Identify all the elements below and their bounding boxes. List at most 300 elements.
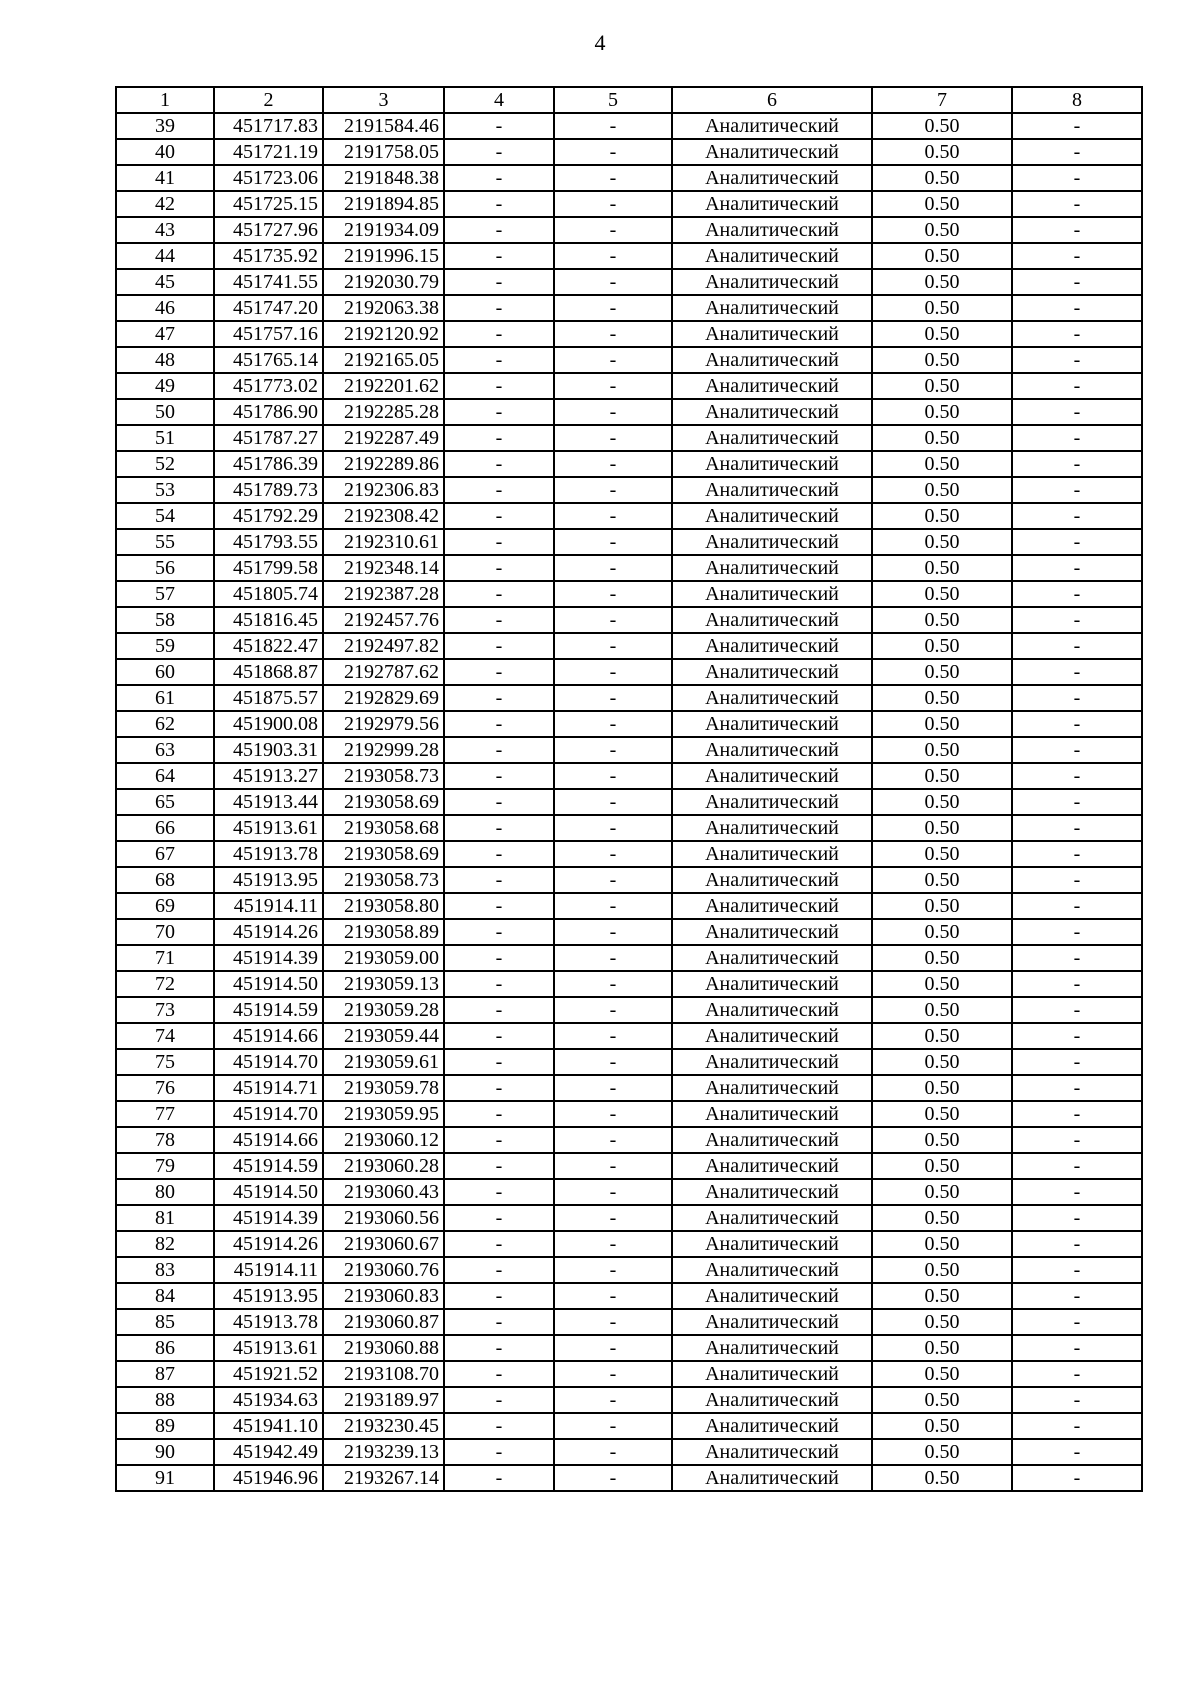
x-coordinate-cell: 451903.31 [214, 737, 323, 763]
x-coordinate-cell: 451914.26 [214, 919, 323, 945]
column-4-cell: - [444, 191, 554, 217]
column-5-cell: - [554, 1387, 672, 1413]
accuracy-cell: 0.50 [872, 659, 1012, 685]
column-5-cell: - [554, 1309, 672, 1335]
table-row [116, 1309, 1142, 1335]
column-4-cell: - [444, 893, 554, 919]
column-4-cell: - [444, 295, 554, 321]
method-cell: Аналитический [672, 1075, 872, 1101]
column-4-cell: - [444, 971, 554, 997]
column-5-cell: - [554, 971, 672, 997]
point-number-cell: 57 [116, 581, 214, 607]
column-5-cell: - [554, 399, 672, 425]
accuracy-cell: 0.50 [872, 191, 1012, 217]
point-number-cell: 59 [116, 633, 214, 659]
column-8-cell: - [1012, 1257, 1142, 1283]
column-5-cell: - [554, 737, 672, 763]
table-row [116, 269, 1142, 295]
point-number-cell: 78 [116, 1127, 214, 1153]
column-4-cell: - [444, 529, 554, 555]
point-number-cell: 54 [116, 503, 214, 529]
accuracy-cell: 0.50 [872, 503, 1012, 529]
accuracy-cell: 0.50 [872, 893, 1012, 919]
method-cell: Аналитический [672, 581, 872, 607]
point-number-cell: 76 [116, 1075, 214, 1101]
y-coordinate-cell: 2193059.78 [323, 1075, 444, 1101]
point-number-cell: 70 [116, 919, 214, 945]
point-number-cell: 65 [116, 789, 214, 815]
table-row [116, 1075, 1142, 1101]
column-4-cell: - [444, 1387, 554, 1413]
y-coordinate-cell: 2193058.68 [323, 815, 444, 841]
point-number-cell: 42 [116, 191, 214, 217]
column-4-cell: - [444, 1179, 554, 1205]
point-number-cell: 90 [116, 1439, 214, 1465]
column-5-cell: - [554, 1257, 672, 1283]
column-4-cell: - [444, 113, 554, 139]
accuracy-cell: 0.50 [872, 425, 1012, 451]
column-4-cell: - [444, 503, 554, 529]
column-8-cell: - [1012, 425, 1142, 451]
column-4-cell: - [444, 659, 554, 685]
column-5-cell: - [554, 997, 672, 1023]
x-coordinate-cell: 451914.50 [214, 1179, 323, 1205]
table-row [116, 217, 1142, 243]
table-row [116, 841, 1142, 867]
column-5-cell: - [554, 1361, 672, 1387]
column-4-cell: - [444, 815, 554, 841]
column-5-cell: - [554, 789, 672, 815]
point-number-cell: 55 [116, 529, 214, 555]
column-8-cell: - [1012, 451, 1142, 477]
column-4-cell: - [444, 1153, 554, 1179]
y-coordinate-cell: 2193108.70 [323, 1361, 444, 1387]
table-row [116, 295, 1142, 321]
method-cell: Аналитический [672, 919, 872, 945]
column-5-cell: - [554, 243, 672, 269]
x-coordinate-cell: 451913.61 [214, 1335, 323, 1361]
column-8-cell: - [1012, 1361, 1142, 1387]
column-4-cell: - [444, 1231, 554, 1257]
column-8-cell: - [1012, 1075, 1142, 1101]
column-5-cell: - [554, 1335, 672, 1361]
column-8-cell: - [1012, 633, 1142, 659]
column-8-cell: - [1012, 1179, 1142, 1205]
accuracy-cell: 0.50 [872, 581, 1012, 607]
column-8-cell: - [1012, 1049, 1142, 1075]
column-5-cell: - [554, 1413, 672, 1439]
accuracy-cell: 0.50 [872, 815, 1012, 841]
method-cell: Аналитический [672, 1309, 872, 1335]
table-row [116, 399, 1142, 425]
table-row [116, 451, 1142, 477]
x-coordinate-cell: 451914.26 [214, 1231, 323, 1257]
method-cell: Аналитический [672, 607, 872, 633]
method-cell: Аналитический [672, 503, 872, 529]
accuracy-cell: 0.50 [872, 919, 1012, 945]
y-coordinate-cell: 2193239.13 [323, 1439, 444, 1465]
y-coordinate-cell: 2192457.76 [323, 607, 444, 633]
column-5-cell: - [554, 451, 672, 477]
table-row [116, 191, 1142, 217]
point-number-cell: 67 [116, 841, 214, 867]
point-number-cell: 44 [116, 243, 214, 269]
column-8-cell: - [1012, 503, 1142, 529]
y-coordinate-cell: 2193059.95 [323, 1101, 444, 1127]
y-coordinate-cell: 2191848.38 [323, 165, 444, 191]
accuracy-cell: 0.50 [872, 1257, 1012, 1283]
point-number-cell: 84 [116, 1283, 214, 1309]
y-coordinate-cell: 2193058.89 [323, 919, 444, 945]
table-header-row [116, 87, 1142, 113]
point-number-cell: 43 [116, 217, 214, 243]
x-coordinate-cell: 451913.95 [214, 867, 323, 893]
accuracy-cell: 0.50 [872, 1023, 1012, 1049]
column-8-cell: - [1012, 113, 1142, 139]
y-coordinate-cell: 2192306.83 [323, 477, 444, 503]
table-row [116, 789, 1142, 815]
column-8-cell: - [1012, 1387, 1142, 1413]
column-4-cell: - [444, 1439, 554, 1465]
method-cell: Аналитический [672, 971, 872, 997]
x-coordinate-cell: 451914.66 [214, 1127, 323, 1153]
column-4-cell: - [444, 737, 554, 763]
column-8-cell: - [1012, 789, 1142, 815]
column-4-cell: - [444, 763, 554, 789]
column-5-cell: - [554, 1179, 672, 1205]
x-coordinate-cell: 451723.06 [214, 165, 323, 191]
column-4-cell: - [444, 1023, 554, 1049]
accuracy-cell: 0.50 [872, 607, 1012, 633]
column-5-cell: - [554, 633, 672, 659]
column-4-cell: - [444, 1049, 554, 1075]
column-header-6: 6 [672, 87, 872, 113]
column-8-cell: - [1012, 555, 1142, 581]
column-8-cell: - [1012, 815, 1142, 841]
accuracy-cell: 0.50 [872, 1439, 1012, 1465]
column-8-cell: - [1012, 1283, 1142, 1309]
y-coordinate-cell: 2192289.86 [323, 451, 444, 477]
column-4-cell: - [444, 399, 554, 425]
method-cell: Аналитический [672, 1023, 872, 1049]
x-coordinate-cell: 451900.08 [214, 711, 323, 737]
column-4-cell: - [444, 685, 554, 711]
point-number-cell: 87 [116, 1361, 214, 1387]
column-8-cell: - [1012, 1439, 1142, 1465]
column-4-cell: - [444, 217, 554, 243]
x-coordinate-cell: 451921.52 [214, 1361, 323, 1387]
column-4-cell: - [444, 243, 554, 269]
x-coordinate-cell: 451786.90 [214, 399, 323, 425]
point-number-cell: 89 [116, 1413, 214, 1439]
point-number-cell: 73 [116, 997, 214, 1023]
table-row [116, 1231, 1142, 1257]
x-coordinate-cell: 451914.39 [214, 945, 323, 971]
column-4-cell: - [444, 945, 554, 971]
column-5-cell: - [554, 529, 672, 555]
point-number-cell: 45 [116, 269, 214, 295]
accuracy-cell: 0.50 [872, 1049, 1012, 1075]
point-number-cell: 39 [116, 113, 214, 139]
column-8-cell: - [1012, 399, 1142, 425]
method-cell: Аналитический [672, 1179, 872, 1205]
table-row [116, 1413, 1142, 1439]
column-5-cell: - [554, 1439, 672, 1465]
column-5-cell: - [554, 945, 672, 971]
point-number-cell: 74 [116, 1023, 214, 1049]
column-8-cell: - [1012, 1101, 1142, 1127]
column-4-cell: - [444, 555, 554, 581]
method-cell: Аналитический [672, 529, 872, 555]
accuracy-cell: 0.50 [872, 711, 1012, 737]
column-5-cell: - [554, 685, 672, 711]
column-4-cell: - [444, 867, 554, 893]
table-row [116, 1127, 1142, 1153]
accuracy-cell: 0.50 [872, 1413, 1012, 1439]
column-4-cell: - [444, 269, 554, 295]
y-coordinate-cell: 2193060.87 [323, 1309, 444, 1335]
table-row [116, 867, 1142, 893]
y-coordinate-cell: 2192348.14 [323, 555, 444, 581]
x-coordinate-cell: 451914.59 [214, 997, 323, 1023]
point-number-cell: 40 [116, 139, 214, 165]
column-4-cell: - [444, 633, 554, 659]
column-8-cell: - [1012, 581, 1142, 607]
method-cell: Аналитический [672, 997, 872, 1023]
y-coordinate-cell: 2192165.05 [323, 347, 444, 373]
table-row [116, 165, 1142, 191]
x-coordinate-cell: 451913.95 [214, 1283, 323, 1309]
point-number-cell: 53 [116, 477, 214, 503]
column-8-cell: - [1012, 321, 1142, 347]
column-8-cell: - [1012, 1127, 1142, 1153]
x-coordinate-cell: 451914.70 [214, 1049, 323, 1075]
x-coordinate-cell: 451941.10 [214, 1413, 323, 1439]
table-row [116, 607, 1142, 633]
x-coordinate-cell: 451735.92 [214, 243, 323, 269]
column-8-cell: - [1012, 737, 1142, 763]
table-row [116, 1153, 1142, 1179]
y-coordinate-cell: 2192787.62 [323, 659, 444, 685]
column-5-cell: - [554, 555, 672, 581]
column-4-cell: - [444, 581, 554, 607]
column-8-cell: - [1012, 607, 1142, 633]
column-5-cell: - [554, 1231, 672, 1257]
method-cell: Аналитический [672, 763, 872, 789]
column-8-cell: - [1012, 893, 1142, 919]
column-8-cell: - [1012, 841, 1142, 867]
x-coordinate-cell: 451822.47 [214, 633, 323, 659]
x-coordinate-cell: 451914.59 [214, 1153, 323, 1179]
column-8-cell: - [1012, 1023, 1142, 1049]
accuracy-cell: 0.50 [872, 165, 1012, 191]
method-cell: Аналитический [672, 1205, 872, 1231]
column-header-2: 2 [214, 87, 323, 113]
method-cell: Аналитический [672, 1127, 872, 1153]
accuracy-cell: 0.50 [872, 971, 1012, 997]
column-8-cell: - [1012, 243, 1142, 269]
x-coordinate-cell: 451914.71 [214, 1075, 323, 1101]
column-8-cell: - [1012, 1153, 1142, 1179]
column-4-cell: - [444, 1283, 554, 1309]
x-coordinate-cell: 451946.96 [214, 1465, 323, 1491]
column-4-cell: - [444, 997, 554, 1023]
accuracy-cell: 0.50 [872, 1153, 1012, 1179]
x-coordinate-cell: 451914.11 [214, 1257, 323, 1283]
method-cell: Аналитический [672, 867, 872, 893]
method-cell: Аналитический [672, 1439, 872, 1465]
method-cell: Аналитический [672, 1387, 872, 1413]
column-5-cell: - [554, 191, 672, 217]
table-row [116, 1205, 1142, 1231]
method-cell: Аналитический [672, 685, 872, 711]
point-number-cell: 46 [116, 295, 214, 321]
table-row [116, 659, 1142, 685]
method-cell: Аналитический [672, 1413, 872, 1439]
accuracy-cell: 0.50 [872, 529, 1012, 555]
y-coordinate-cell: 2193059.61 [323, 1049, 444, 1075]
point-number-cell: 85 [116, 1309, 214, 1335]
column-8-cell: - [1012, 867, 1142, 893]
column-5-cell: - [554, 321, 672, 347]
table-body [116, 87, 1142, 1491]
accuracy-cell: 0.50 [872, 1101, 1012, 1127]
column-8-cell: - [1012, 529, 1142, 555]
accuracy-cell: 0.50 [872, 399, 1012, 425]
y-coordinate-cell: 2192387.28 [323, 581, 444, 607]
column-5-cell: - [554, 113, 672, 139]
method-cell: Аналитический [672, 191, 872, 217]
column-header-5: 5 [554, 87, 672, 113]
column-8-cell: - [1012, 659, 1142, 685]
table-row [116, 1101, 1142, 1127]
point-number-cell: 60 [116, 659, 214, 685]
table-row [116, 1257, 1142, 1283]
column-5-cell: - [554, 425, 672, 451]
accuracy-cell: 0.50 [872, 477, 1012, 503]
y-coordinate-cell: 2192063.38 [323, 295, 444, 321]
column-4-cell: - [444, 1465, 554, 1491]
accuracy-cell: 0.50 [872, 1335, 1012, 1361]
accuracy-cell: 0.50 [872, 113, 1012, 139]
accuracy-cell: 0.50 [872, 139, 1012, 165]
column-5-cell: - [554, 373, 672, 399]
column-5-cell: - [554, 1127, 672, 1153]
point-number-cell: 64 [116, 763, 214, 789]
y-coordinate-cell: 2192120.92 [323, 321, 444, 347]
point-number-cell: 61 [116, 685, 214, 711]
column-5-cell: - [554, 347, 672, 373]
point-number-cell: 81 [116, 1205, 214, 1231]
table-row [116, 945, 1142, 971]
table-row [116, 113, 1142, 139]
accuracy-cell: 0.50 [872, 347, 1012, 373]
method-cell: Аналитический [672, 711, 872, 737]
column-header-1: 1 [116, 87, 214, 113]
method-cell: Аналитический [672, 1361, 872, 1387]
method-cell: Аналитический [672, 217, 872, 243]
column-4-cell: - [444, 1101, 554, 1127]
y-coordinate-cell: 2193230.45 [323, 1413, 444, 1439]
table-row [116, 1465, 1142, 1491]
accuracy-cell: 0.50 [872, 373, 1012, 399]
accuracy-cell: 0.50 [872, 1075, 1012, 1101]
column-8-cell: - [1012, 191, 1142, 217]
column-8-cell: - [1012, 1335, 1142, 1361]
page-number: 4 [594, 30, 606, 55]
accuracy-cell: 0.50 [872, 633, 1012, 659]
method-cell: Аналитический [672, 945, 872, 971]
method-cell: Аналитический [672, 1101, 872, 1127]
point-number-cell: 49 [116, 373, 214, 399]
method-cell: Аналитический [672, 295, 872, 321]
column-4-cell: - [444, 347, 554, 373]
accuracy-cell: 0.50 [872, 269, 1012, 295]
y-coordinate-cell: 2191996.15 [323, 243, 444, 269]
column-5-cell: - [554, 711, 672, 737]
point-number-cell: 50 [116, 399, 214, 425]
table-row [116, 503, 1142, 529]
column-4-cell: - [444, 1335, 554, 1361]
method-cell: Аналитический [672, 1335, 872, 1361]
y-coordinate-cell: 2192497.82 [323, 633, 444, 659]
y-coordinate-cell: 2192030.79 [323, 269, 444, 295]
point-number-cell: 47 [116, 321, 214, 347]
column-8-cell: - [1012, 685, 1142, 711]
x-coordinate-cell: 451875.57 [214, 685, 323, 711]
y-coordinate-cell: 2193059.13 [323, 971, 444, 997]
method-cell: Аналитический [672, 451, 872, 477]
point-number-cell: 82 [116, 1231, 214, 1257]
x-coordinate-cell: 451787.27 [214, 425, 323, 451]
method-cell: Аналитический [672, 243, 872, 269]
column-5-cell: - [554, 1023, 672, 1049]
x-coordinate-cell: 451934.63 [214, 1387, 323, 1413]
method-cell: Аналитический [672, 893, 872, 919]
point-number-cell: 91 [116, 1465, 214, 1491]
point-number-cell: 66 [116, 815, 214, 841]
x-coordinate-cell: 451757.16 [214, 321, 323, 347]
column-4-cell: - [444, 1413, 554, 1439]
point-number-cell: 83 [116, 1257, 214, 1283]
accuracy-cell: 0.50 [872, 1283, 1012, 1309]
column-5-cell: - [554, 165, 672, 191]
y-coordinate-cell: 2192999.28 [323, 737, 444, 763]
point-number-cell: 80 [116, 1179, 214, 1205]
y-coordinate-cell: 2192287.49 [323, 425, 444, 451]
accuracy-cell: 0.50 [872, 243, 1012, 269]
x-coordinate-cell: 451792.29 [214, 503, 323, 529]
column-5-cell: - [554, 1205, 672, 1231]
column-4-cell: - [444, 425, 554, 451]
point-number-cell: 41 [116, 165, 214, 191]
y-coordinate-cell: 2191758.05 [323, 139, 444, 165]
table-row [116, 1335, 1142, 1361]
column-8-cell: - [1012, 997, 1142, 1023]
table-row [116, 425, 1142, 451]
accuracy-cell: 0.50 [872, 1179, 1012, 1205]
method-cell: Аналитический [672, 841, 872, 867]
y-coordinate-cell: 2193060.28 [323, 1153, 444, 1179]
column-4-cell: - [444, 139, 554, 165]
column-5-cell: - [554, 867, 672, 893]
y-coordinate-cell: 2193058.69 [323, 841, 444, 867]
x-coordinate-cell: 451786.39 [214, 451, 323, 477]
y-coordinate-cell: 2193267.14 [323, 1465, 444, 1491]
column-5-cell: - [554, 1075, 672, 1101]
method-cell: Аналитический [672, 789, 872, 815]
y-coordinate-cell: 2192308.42 [323, 503, 444, 529]
